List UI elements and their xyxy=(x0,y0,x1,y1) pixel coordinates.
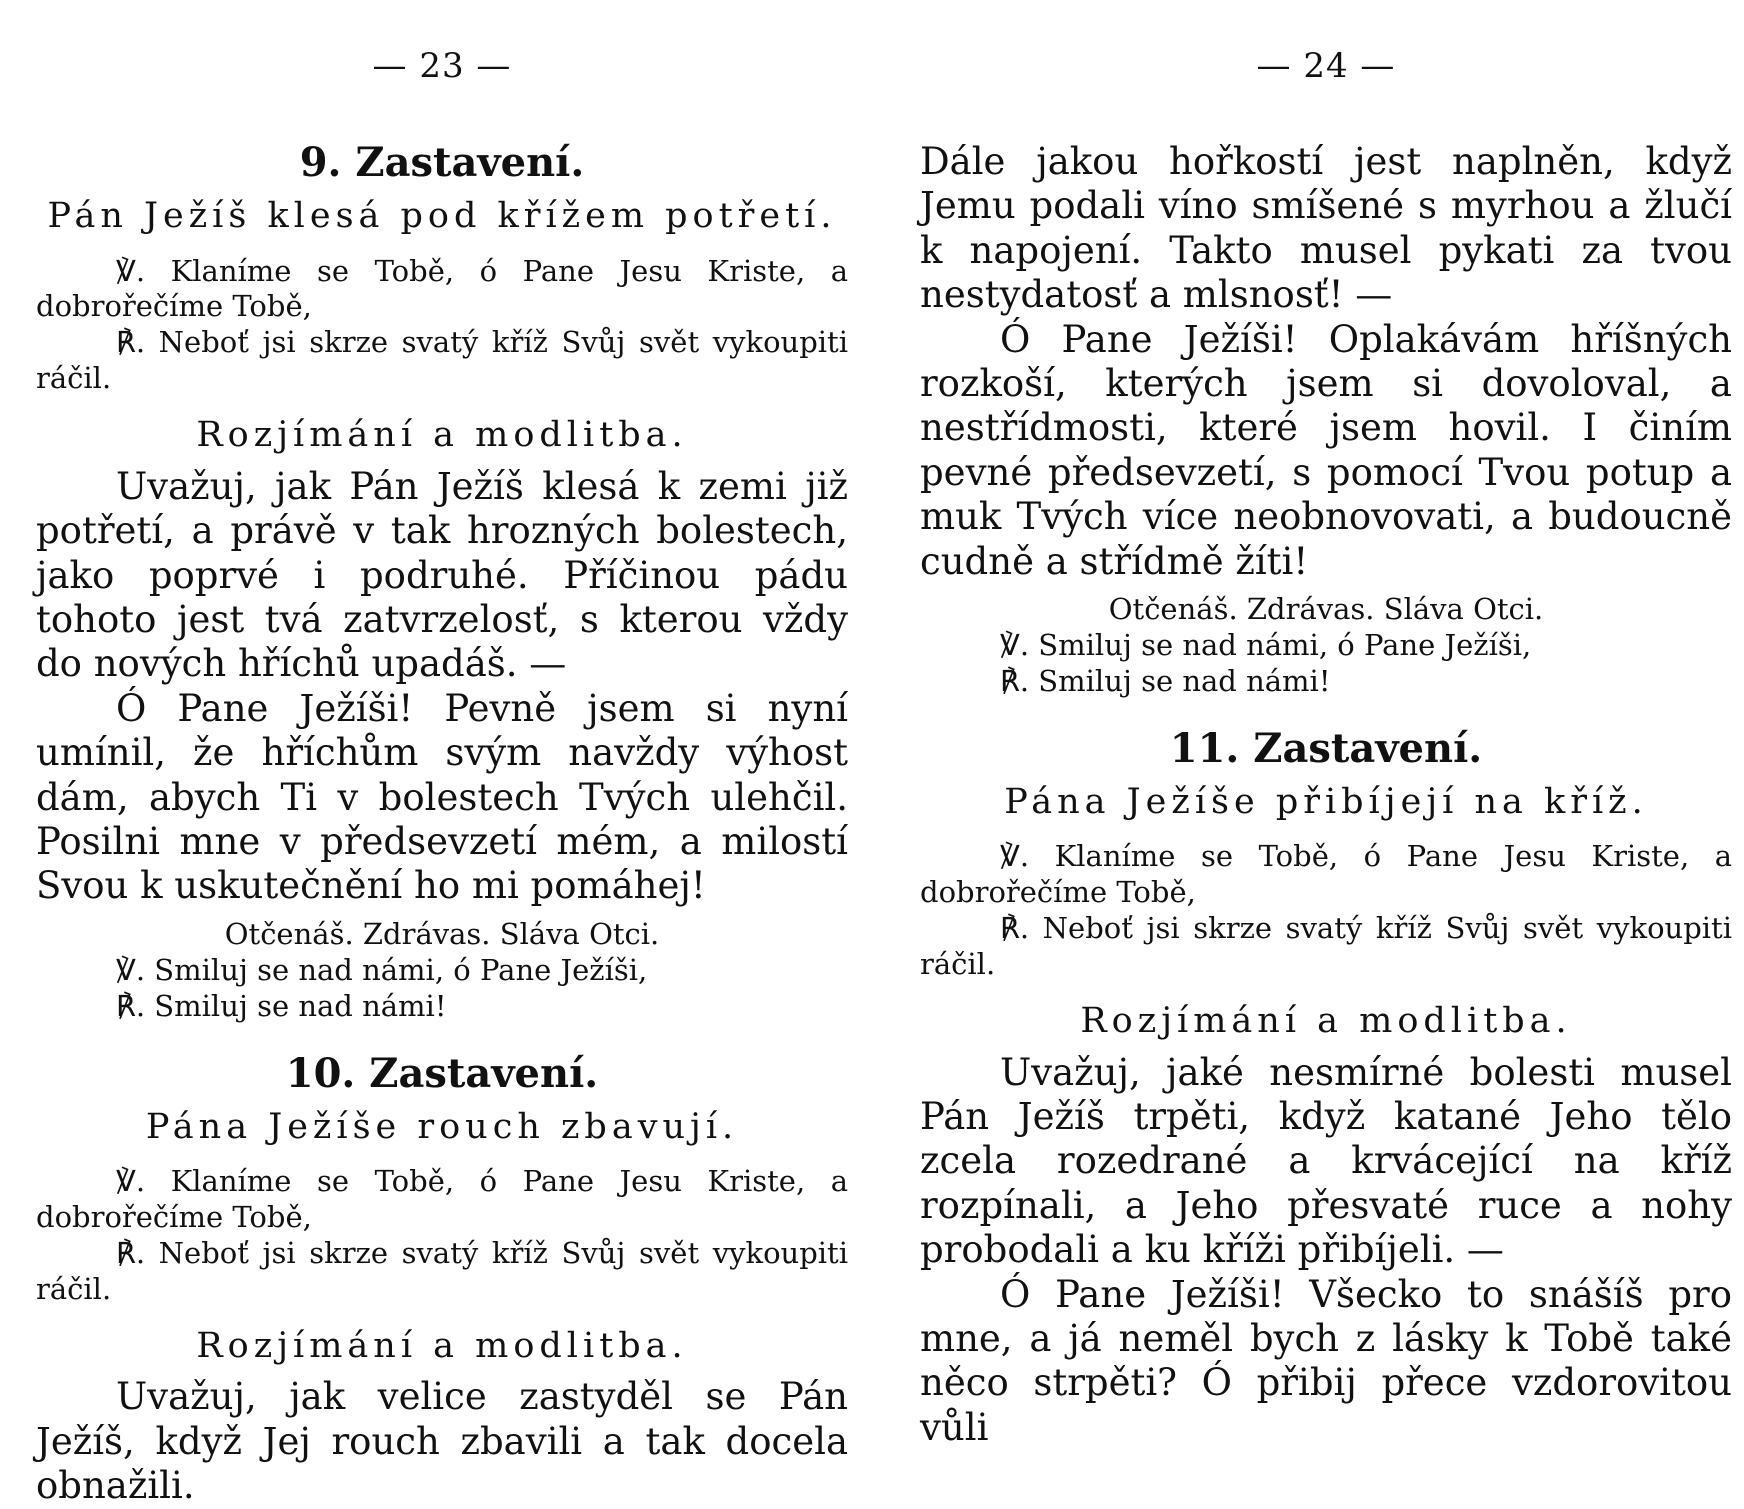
station-title: 9. Zastavení. xyxy=(299,139,585,186)
meditation-text: Uvažuj, jaké nesmírné bolesti musel Pán Ježíš trpěti, když katané Jeho tělo zcela rozedrané a krvácející na kříž rozpínali, a Jeho přesvaté ruce a nohy probodali a ku kříži přibíjeli. — xyxy=(920,1050,1732,1272)
station-10-continuation xyxy=(920,140,1732,700)
station-title: 11. Zastavení. xyxy=(1169,724,1483,772)
closing-versicle: ℣. Smiluj se nad námi, ó Pane Ježíši, xyxy=(116,952,648,987)
meditation-heading: Rozjímání a modlitba. xyxy=(196,415,688,456)
station-subtitle: Pána Ježíše přibíjejí na kříž. xyxy=(1004,781,1648,822)
station-subtitle: Pána Ježíše rouch zbavují. xyxy=(145,1106,739,1147)
closing-prayers: Otčenáš. Zdrávas. Sláva Otci. xyxy=(1108,591,1544,626)
closing-response: ℟. Smiluj se nad námi! xyxy=(1000,663,1331,698)
response: ℟. Neboť jsi skrze svatý kříž Svůj svět vykoupiti ráčil. xyxy=(920,911,1732,982)
station-9 xyxy=(36,140,848,1025)
prayer-text: Ó Pane Ježíši! Oplakávám hříšných rozkoší, kterých jsem si dovoloval, a nestřídmosti, které jsem hovil. I činím pevné předsevzetí, s pomocí Tvou potup a muk Tvých více neobnovovati, a budoucně cudně a střídmě žíti! xyxy=(920,317,1732,583)
prayer-text: Ó Pane Ježíši! Všecko to snášíš pro mne, a já neměl bych z lásky k Tobě také něco strpěti? Ó přibij přece vzdorovitou vůli xyxy=(920,1272,1732,1449)
continuation-text: Dále jakou hořkostí jest naplněn, když Jemu podali víno smíšené s myrhou a žlučí k napojení. Takto musel pykati za tvou nestydatosť a mlsnosť! — xyxy=(920,140,1732,317)
station-11 xyxy=(920,726,1732,1450)
versicle: ℣. Klaníme se Tobě, ó Pane Jesu Kriste, a dobrořečíme Tobě, xyxy=(36,1164,848,1235)
left-page xyxy=(36,0,848,1508)
prayer-text: Ó Pane Ježíši! Pevně jsem si nyní umínil, že hříchům svým navždy výhost dám, abych Ti v bolestech Tvých ulehčil. Posilni mne v předsevzetí mém, a milostí Svou k uskutečnění ho mi pomáhej! xyxy=(36,686,848,908)
versicle: ℣. Klaníme se Tobě, ó Pane Jesu Kriste, a dobrořečíme Tobě, xyxy=(36,253,848,324)
station-10 xyxy=(36,1051,848,1509)
meditation-text: Uvažuj, jak velice zastyděl se Pán Ježíš, když Jej rouch zbavili a tak docela obnažili. xyxy=(36,1375,848,1508)
page-number: — 24 — xyxy=(1256,46,1396,86)
left-page-content xyxy=(36,140,848,1509)
closing-response: ℟. Smiluj se nad námi! xyxy=(116,988,447,1023)
closing-prayers: Otčenáš. Zdrávas. Sláva Otci. xyxy=(224,916,660,951)
page-number: — 23 — xyxy=(372,46,512,86)
station-title: 10. Zastavení. xyxy=(285,1049,599,1097)
response: ℟. Neboť jsi skrze svatý kříž Svůj svět vykoupiti ráčil. xyxy=(36,1235,848,1306)
right-page xyxy=(920,0,1732,1500)
versicle: ℣. Klaníme se Tobě, ó Pane Jesu Kriste, a dobrořečíme Tobě, xyxy=(920,839,1732,910)
response: ℟. Neboť jsi skrze svatý kříž Svůj svět vykoupiti ráčil. xyxy=(36,325,848,396)
meditation-heading: Rozjímání a modlitba. xyxy=(1080,1001,1572,1042)
station-subtitle: Pán Ježíš klesá pod křížem potřetí. xyxy=(47,196,837,236)
right-page-content xyxy=(920,140,1732,1450)
closing-versicle: ℣. Smiluj se nad námi, ó Pane Ježíši, xyxy=(1000,627,1532,662)
meditation-text: Uvažuj, jak Pán Ježíš klesá k zemi již potřetí, a právě v tak hrozných bolestech, jako poprvé i podruhé. Příčinou pádu tohoto jest tvá zatvrzelosť, s kterou vždy do nových hříchů upadáš. — xyxy=(36,464,848,686)
meditation-heading: Rozjímání a modlitba. xyxy=(196,1325,688,1366)
